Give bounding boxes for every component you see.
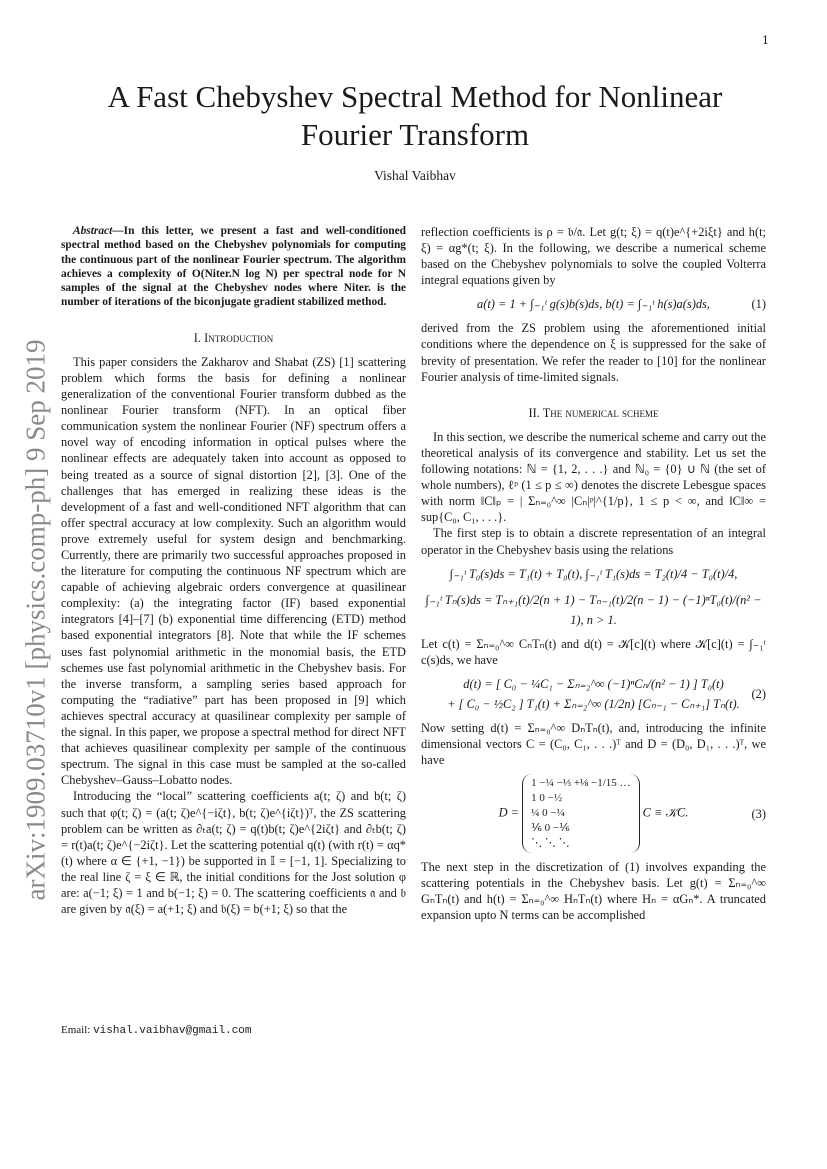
- footnote: [61, 1024, 406, 1037]
- equation-3-rhs: C ≡ 𝒦C.: [642, 805, 689, 820]
- intro-paragraph-1: This paper considers the Zakharov and Shabat (ZS) [1] scattering problem which forms the basis for defining a nonlinear generalization of the conventional Fourier transform dubbed as the nonlinear Fourier transform (NFT). In an optical fiber communication system the nonlinear Fourier (NF) spectrum offers a novel way of encoding information in optical pulses where the nonlinear effects are adequately taken into account as opposed to being treated as a source of signal distortion [2], [3]. One of the challenges that has emerged in realizing these ideas is the development of a fast and well-conditioned NFT algorithm that can offer spectral accuracy at low complexity. Such an algorithm would prove extremely useful for system design and benchmarking. Currently, there are primarily two successful approaches proposed in the literature for computing the continuous NF spectrum which are capable of achieving algebraic orders convergence at quasilinear complexity: (a) the integrating factor (IF) based exponential integrators [4]–[7] (b) exponential time differencing (ETD) method based exponential integrators [8]. Note that while the IF schemes uses fast polynomial arithmetic in the monomial basis, the ETD schemes use fast polynomial arithmetic in the Chebyshev basis. For the inverse transform, a sampling series based approach for computing the “radiative” part has been proposed in [9] which achieves spectral accuracy at quasilinear complexity per sample of the signal. In this paper, we propose a spectral method for direct NFT that achieves quasilinear complexity per sample of the continuous spectrum. The signal in this case must be sampled at the so-called Chebyshev–Gauss–Lobatto nodes.: [61, 354, 406, 788]
- reflection-paragraph: reflection coefficients is ρ = 𝔟/𝔞. Let g(t; ξ) = q(t)e^{+2iξt} and h(t; ξ) = αg*(t; ξ). In the following, we describe a numerical scheme based on the Chebyshev polynomials to solve the coupled Volterra integral equations given by: [421, 225, 766, 288]
- arxiv-sidebar: [14, 320, 58, 920]
- author-email: vishal.vaibhav@gmail.com: [93, 1025, 252, 1037]
- abstract-label: Abstract: [73, 225, 113, 237]
- equation-1-number: (1): [751, 297, 766, 312]
- intro-paragraph-2: Introducing the “local” scattering coefficients a(t; ζ) and b(t; ζ) such that φ(t; ζ) = (a(t; ζ)e^{−iζt}, b(t; ζ)e^{iζt})ᵀ, the ZS scattering problem can be written as ∂ₜa(t; ζ) = q(t)b(t; ζ)e^{2iζt} and ∂ₜb(t; ζ) = r(t)a(t; ζ)e^{−2iζt}. Let the scattering potential q(t) (with r(t) = αq*(t) where α ∈ {+1, −1}) be supported in 𝕀 = [−1, 1]. Specializing to the real line ζ = ξ ∈ ℝ, the initial conditions for the Jost solution φ are: a(−1; ξ) = 1 and b(−1; ξ) = 0. The scattering coefficients 𝔞 and 𝔟 are given by 𝔞(ξ) = a(+1; ξ) and 𝔟(ξ) = b(+1; ξ) so that the: [61, 789, 406, 917]
- matrix-row: ¼ 0 −¼: [531, 807, 565, 820]
- matrix-row: 1 0 −½: [531, 792, 563, 805]
- notation-paragraph: In this section, we describe the numerical scheme and carry out the theoretical analysis of its convergence and stability. Let us set the following notations: ℕ = {1, 2, . . .} and ℕ₀ = {0} ∪ ℕ (the set of whole numbers), ℓᵖ (1 ≤ p ≤ ∞) denotes the discrete Lebesgue spaces with norm ‖C‖ₚ = | Σₙ₌₀^∞ |Cₙ|ᵖ|^{1/p}, 1 ≤ p < ∞, and ‖C‖∞ = sup{C₀, C₁, . . .}.: [421, 429, 766, 525]
- definition-paragraph: Let c(t) = Σₙ₌₀^∞ CₙTₙ(t) and d(t) = 𝒦[c](t) where 𝒦[c](t) = ∫₋₁ᵗ c(s)ds, we have: [421, 636, 766, 667]
- zs-paragraph: derived from the ZS problem using the aforementioned initial conditions where the dependence on ξ is suppressed for the sake of brevity of presentation. We refer the reader to [10] for the nonlinear Fourier analysis of time-limited signals.: [421, 321, 766, 384]
- left-column: [61, 224, 406, 917]
- equation-3-lhs: D =: [498, 805, 520, 820]
- equation-2: [421, 674, 766, 714]
- section-heading-numerical-scheme: II. The numerical scheme: [528, 405, 659, 420]
- relation-equation-1: ∫₋₁ᵗ T₀(s)ds = T₁(t) + T₀(t), ∫₋₁ᵗ T₁(s)ds = T₂(t)/4 − T₀(t)/4,: [449, 566, 738, 581]
- equation-2-line-1: d(t) = [ C₀ − ¼C₁ − Σₙ₌₂^∞ (−1)ⁿCₙ/(n² − 1) ] T₀(t): [463, 676, 724, 691]
- vector-paragraph: Now setting d(t) = Σₙ₌₀^∞ DₙTₙ(t), and, introducing the infinite dimensional vectors C = (C₀, C₁, . . .)ᵀ and D = (D₀, D₁, . . .)ᵀ, we have: [421, 720, 766, 767]
- integration-matrix: [522, 774, 639, 853]
- right-column: [421, 224, 766, 923]
- relation-equation-2: ∫₋₁ᵗ Tₙ(s)ds = Tₙ₊₁(t)/2(n + 1) − Tₙ₋₁(t)/2(n − 1) − (−1)ⁿT₀(t)/(n² − 1), n > 1.: [425, 592, 762, 627]
- equation-1: [421, 294, 766, 314]
- abstract: [61, 224, 406, 310]
- paper-title: A Fast Chebyshev Spectral Method for Nonlinear Fourier Transform: [107, 79, 723, 152]
- matrix-row: 1 −¼ −⅓ +⅛ −1/15 …: [531, 777, 631, 790]
- matrix-row: ⋱ ⋱ ⋱: [531, 837, 570, 850]
- equation-2-number: (2): [751, 686, 766, 701]
- matrix-row: ⅙ 0 −⅙: [531, 822, 570, 835]
- first-step-paragraph: The first step is to obtain a discrete representation of an integral operator in the Chebyshev basis using the relations: [421, 526, 766, 557]
- arxiv-identifier: arXiv:1909.03710v1 [physics.comp-ph] 9 Sep 2019: [20, 339, 51, 901]
- discretization-paragraph: The next step in the discretization of (1) involves expanding the scattering potentials in the Chebyshev basis. Let g(t) = Σₙ₌₀^∞ GₙTₙ(t) and h(t) = Σₙ₌₀^∞ HₙTₙ(t) where Hₙ = αGₙ*. A truncated expansion upto N terms can be accomplished: [421, 860, 766, 923]
- author-name: Vishal Vaibhav: [374, 168, 456, 183]
- footnote-label: Email:: [61, 1024, 91, 1036]
- abstract-text: —In this letter, we present a fast and well-conditioned spectral method based on the Chebyshev polynomials for computing the continuous part of the nonlinear Fourier spectrum. The algorithm achieves a complexity of O(Niter.N log N) per spectral node for N samples of the signal at the Chebyshev nodes where Niter. is the number of iterations of the biconjugate gradient stabilized method.: [61, 225, 406, 309]
- equation-2-line-2: + [ C₀ − ½C₂ ] T₁(t) + Σₙ₌₂^∞ (1/2n) [Cₙ₋₁ − Cₙ₊₁] Tₙ(t).: [447, 696, 740, 711]
- equation-3-number: (3): [751, 806, 766, 821]
- equation-3: [421, 774, 766, 853]
- section-heading-introduction: I. Introduction: [193, 330, 274, 345]
- equation-1-body: a(t) = 1 + ∫₋₁ᵗ g(s)b(s)ds, b(t) = ∫₋₁ᵗ h(s)a(s)ds,: [477, 297, 710, 312]
- page-number: 1: [762, 34, 769, 47]
